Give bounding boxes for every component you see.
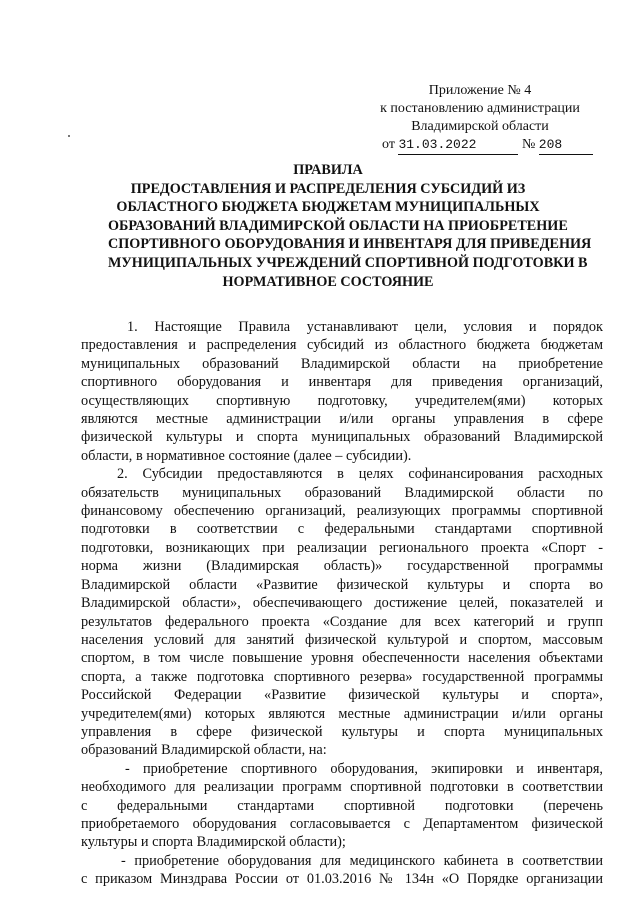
body-line: спортивного оборудования и инвентаря для приведения организаций, <box>81 374 603 391</box>
body-line: Российской Федерации «Развитие физической культуры и спорта», <box>81 687 603 704</box>
title-line: НОРМАТИВНОЕ СОСТОЯНИЕ <box>222 273 434 290</box>
body-line: спортом, в том числе повышение уровня обеспеченности населения объектами <box>81 650 603 667</box>
appendix-resolution: к постановлению администрации <box>380 101 580 116</box>
date-prefix: от <box>382 137 395 152</box>
body-line: 2. Субсидии предоставляются в целях софинансирования расходных <box>117 466 603 483</box>
appendix-header <box>360 82 600 155</box>
appendix-region: Владимирской области <box>411 119 549 134</box>
number-prefix: № <box>521 137 536 152</box>
body-line: - приобретение оборудования для медицинского кабинета в соответствии <box>121 852 603 869</box>
body-line: осуществляющих спортивную подготовку, учредителем(ями) которых <box>81 392 603 409</box>
body-line: предоставления и распределения субсидий из областного бюджета бюджетам <box>81 337 603 354</box>
scan-speck <box>68 135 70 137</box>
title-line: МУНИЦИПАЛЬНЫХ УЧРЕЖДЕНИЙ СПОРТИВНОЙ ПОДГОТОВКИ В <box>108 254 588 271</box>
body-line: Владимирской области «Развитие физической культуры и спорта во <box>81 576 603 593</box>
body-line: являются местные администрации и/или органы управления в сфере <box>81 411 603 428</box>
title-line: ОБРАЗОВАНИЙ ВЛАДИМИРСКОЙ ОБЛАСТИ НА ПРИОБРЕТЕНИЕ <box>108 217 568 234</box>
body-line: муниципальных образований Владимирской области на приобретение <box>81 355 603 372</box>
body-line: подготовки в соответствии с федеральными стандартами спортивной <box>81 521 603 538</box>
body-line: приобретаемого оборудования согласовывается с Департаментом физической <box>81 815 603 832</box>
number-value: 208 <box>539 136 593 155</box>
body-line: 1. Настоящие Правила устанавливают цели, условия и порядок <box>127 319 603 335</box>
body-line: с приказом Минздрава России от 01.03.2016 № 134н «О Порядке организации <box>81 871 603 888</box>
body-line: населения условий для занятий физической культурой и спортом, массовым <box>81 631 603 648</box>
body-line: - приобретение спортивного оборудования, экипировки и инвентаря, <box>125 760 603 777</box>
body-line: культуры и спорта Владимирской области); <box>81 834 346 851</box>
document-title <box>108 161 592 291</box>
body-line: образований Владимирской области, на: <box>81 742 327 759</box>
title-line: ПРАВИЛА <box>293 162 363 178</box>
title-line: СПОРТИВНОГО ОБОРУДОВАНИЯ И ИНВЕНТАРЯ ДЛЯ ПРИВЕДЕНИЯ <box>108 236 592 253</box>
title-line: ОБЛАСТНОГО БЮДЖЕТА БЮДЖЕТАМ МУНИЦИПАЛЬНЫХ <box>116 199 540 216</box>
body-line: физической культуры и спорта муниципальных образований Владимирской <box>81 429 603 446</box>
body-line: финансовому обеспечению организаций, реализующих программы спортивной <box>81 503 603 520</box>
body-line: результатов федерального проекта «Создание для всех категорий и групп <box>81 613 603 630</box>
document-body <box>81 318 603 889</box>
appendix-date-line <box>360 136 600 155</box>
body-line: обязательств муниципальных образований Владимирской области по <box>81 484 603 501</box>
body-line: Владимирской области», обеспечивающего достижение целей, показателей и <box>81 595 603 612</box>
appendix-number: Приложение № 4 <box>428 83 532 98</box>
body-line: с федеральными стандартами спортивной подготовки (перечень <box>81 797 603 814</box>
body-line: необходимого для реализации программ спортивной подготовки в соответствии <box>81 779 603 796</box>
body-line: области, в нормативное состояние (далее – субсидии). <box>81 447 412 464</box>
title-line: ПРЕДОСТАВЛЕНИЯ И РАСПРЕДЕЛЕНИЯ СУБСИДИЙ ИЗ <box>130 180 526 197</box>
date-value: 31.03.2022 <box>398 136 518 155</box>
body-line: норма жизни (Владимирская область)» государственной программы <box>81 558 603 575</box>
body-line: спорта, а также подготовка спортивного резерва» государственной программы <box>81 668 603 685</box>
body-line: подготовки, возникающих при реализации регионального проекта «Спорт - <box>81 539 603 556</box>
body-line: управления в сфере физической культуры и спорта муниципальных <box>81 723 603 740</box>
body-line: учредителем(ями) которых являются местные администрации и/или органы <box>81 705 603 722</box>
